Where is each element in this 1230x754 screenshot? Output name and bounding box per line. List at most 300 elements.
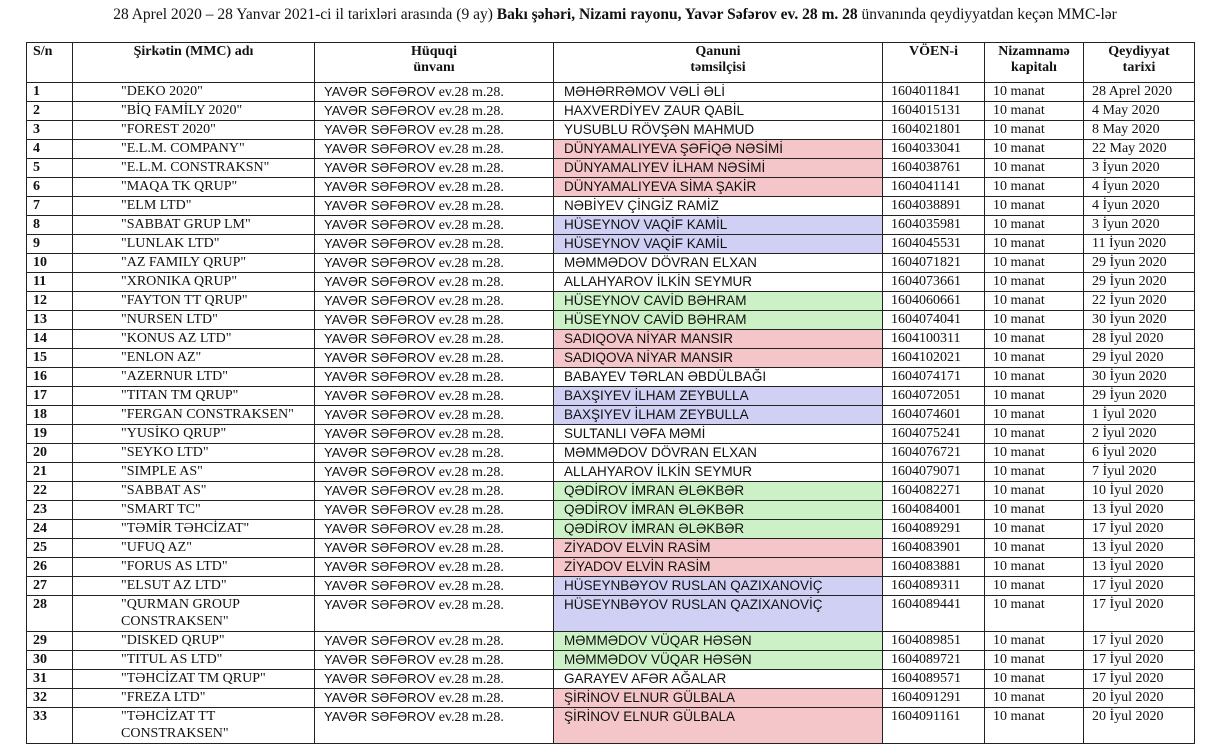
address-name: YAVƏR SƏFƏROV [324, 407, 436, 422]
address-suffix: ev.28 m.28. [435, 123, 504, 138]
row-address [315, 349, 554, 368]
address-name: YAVƏR SƏFƏROV [324, 521, 436, 536]
row-company-name: "FREZA LTD" [73, 689, 315, 708]
row-sn: 9 [27, 235, 73, 254]
table-row [27, 539, 1195, 558]
row-capital: 10 manat [985, 444, 1084, 463]
address-name: YAVƏR SƏFƏROV [324, 255, 436, 270]
row-date: 30 İyun 2020 [1084, 311, 1195, 330]
row-company-name: "SMART TC" [73, 501, 315, 520]
row-capital: 10 manat [985, 311, 1084, 330]
row-capital: 10 manat [985, 708, 1084, 744]
row-date: 29 İyun 2020 [1084, 273, 1195, 292]
table-row [27, 482, 1195, 501]
table-row [27, 159, 1195, 178]
row-date: 13 İyul 2020 [1084, 539, 1195, 558]
row-sn: 11 [27, 273, 73, 292]
row-address [315, 539, 554, 558]
row-date: 4 İyun 2020 [1084, 178, 1195, 197]
row-capital: 10 manat [985, 539, 1084, 558]
row-address [315, 121, 554, 140]
row-voen: 1604071821 [883, 254, 985, 273]
row-sn: 15 [27, 349, 73, 368]
row-date: 4 May 2020 [1084, 102, 1195, 121]
row-company-name: "FORUS AS LTD" [73, 558, 315, 577]
row-company-name: "KONUS AZ LTD" [73, 330, 315, 349]
row-capital: 10 manat [985, 670, 1084, 689]
row-address [315, 254, 554, 273]
row-sn: 12 [27, 292, 73, 311]
row-representative: SADIQOVA NİYAR MANSIR [554, 330, 883, 349]
address-name: YAVƏR SƏFƏROV [324, 502, 436, 517]
row-address [315, 558, 554, 577]
address-suffix: ev.28 m.28. [435, 256, 504, 271]
row-company-name: "SABBAT GRUP LM" [73, 216, 315, 235]
row-sn: 27 [27, 577, 73, 596]
row-sn: 22 [27, 482, 73, 501]
row-address [315, 273, 554, 292]
row-voen: 1604035981 [883, 216, 985, 235]
row-address [315, 330, 554, 349]
table-row [27, 387, 1195, 406]
row-company-name: "FOREST 2020" [73, 121, 315, 140]
row-date: 28 İyul 2020 [1084, 330, 1195, 349]
row-capital: 10 manat [985, 577, 1084, 596]
table-row [27, 83, 1195, 102]
row-capital: 10 manat [985, 520, 1084, 539]
row-capital: 10 manat [985, 387, 1084, 406]
address-suffix: ev.28 m.28. [435, 598, 504, 613]
address-suffix: ev.28 m.28. [435, 389, 504, 404]
row-address [315, 406, 554, 425]
row-address [315, 501, 554, 520]
table-row [27, 632, 1195, 651]
row-voen: 1604083901 [883, 539, 985, 558]
address-name: YAVƏR SƏFƏROV [324, 141, 436, 156]
row-sn: 3 [27, 121, 73, 140]
address-name: YAVƏR SƏFƏROV [324, 217, 436, 232]
row-company-name: "E.L.M. COMPANY" [73, 140, 315, 159]
row-voen: 1604045531 [883, 235, 985, 254]
table-row [27, 197, 1195, 216]
row-voen: 1604102021 [883, 349, 985, 368]
document-title [0, 6, 1230, 24]
table-row [27, 368, 1195, 387]
row-representative: ALLAHYAROV İLKİN SEYMUR [554, 273, 883, 292]
address-name: YAVƏR SƏFƏROV [324, 274, 436, 289]
row-date: 11 İyun 2020 [1084, 235, 1195, 254]
row-representative: GARAYEV AFƏR AĞALAR [554, 670, 883, 689]
row-voen: 1604100311 [883, 330, 985, 349]
header-voen: VÖEN-i [883, 43, 985, 83]
row-date: 17 İyul 2020 [1084, 577, 1195, 596]
row-company-name: "AZERNUR LTD" [73, 368, 315, 387]
row-voen: 1604089441 [883, 596, 985, 632]
row-representative: HÜSEYNBƏYOV RUSLAN QAZIXANOVİÇ [554, 577, 883, 596]
row-date: 28 Aprel 2020 [1084, 83, 1195, 102]
header-row [27, 43, 1195, 83]
title-suffix: ünvanında qeydiyyatdan keçən MMC-lər [857, 6, 1117, 23]
row-date: 8 May 2020 [1084, 121, 1195, 140]
row-capital: 10 manat [985, 463, 1084, 482]
row-sn: 1 [27, 83, 73, 102]
address-name: YAVƏR SƏFƏROV [324, 122, 436, 137]
header-capital: Nizamnamə kapitalı [985, 43, 1084, 83]
address-name: YAVƏR SƏFƏROV [324, 464, 436, 479]
row-address [315, 102, 554, 121]
row-capital: 10 manat [985, 482, 1084, 501]
row-sn: 2 [27, 102, 73, 121]
row-capital: 10 manat [985, 140, 1084, 159]
header-representative: Qanuni təmsilçisi [554, 43, 883, 83]
row-voen: 1604083881 [883, 558, 985, 577]
address-suffix: ev.28 m.28. [435, 522, 504, 537]
row-voen: 1604089291 [883, 520, 985, 539]
table-row [27, 463, 1195, 482]
address-suffix: ev.28 m.28. [435, 294, 504, 309]
address-suffix: ev.28 m.28. [435, 408, 504, 423]
table-row [27, 520, 1195, 539]
row-representative: YUSUBLU RÖVŞƏN MAHMUD [554, 121, 883, 140]
address-name: YAVƏR SƏFƏROV [324, 388, 436, 403]
row-address [315, 292, 554, 311]
row-voen: 1604089311 [883, 577, 985, 596]
row-address [315, 83, 554, 102]
row-representative: QƏDİROV İMRAN ƏLƏKBƏR [554, 520, 883, 539]
row-address [315, 235, 554, 254]
address-name: YAVƏR SƏFƏROV [324, 426, 436, 441]
table-row [27, 254, 1195, 273]
row-voen: 1604060661 [883, 292, 985, 311]
address-name: YAVƏR SƏFƏROV [324, 350, 436, 365]
header-sn: S/n [27, 43, 73, 83]
row-capital: 10 manat [985, 558, 1084, 577]
row-date: 2 İyul 2020 [1084, 425, 1195, 444]
row-representative: ZİYADOV ELVİN RASİM [554, 539, 883, 558]
header-name: Şirkətin (MMC) adı [73, 43, 315, 83]
row-sn: 30 [27, 651, 73, 670]
header-date: Qeydiyyat tarixi [1084, 43, 1195, 83]
row-representative: MƏMMƏDOV DÖVRAN ELXAN [554, 254, 883, 273]
row-capital: 10 manat [985, 235, 1084, 254]
address-name: YAVƏR SƏFƏROV [324, 312, 436, 327]
row-date: 1 İyul 2020 [1084, 406, 1195, 425]
row-voen: 1604089721 [883, 651, 985, 670]
row-voen: 1604089851 [883, 632, 985, 651]
row-sn: 23 [27, 501, 73, 520]
row-date: 29 İyun 2020 [1084, 254, 1195, 273]
row-company-name: "FERGAN CONSTRAKSEN" [73, 406, 315, 425]
companies-table [26, 42, 1195, 744]
row-voen: 1604033041 [883, 140, 985, 159]
row-address [315, 482, 554, 501]
row-sn: 33 [27, 708, 73, 744]
row-address [315, 140, 554, 159]
row-company-name: "AZ FAMILY QRUP" [73, 254, 315, 273]
row-date: 20 İyul 2020 [1084, 689, 1195, 708]
row-date: 30 İyun 2020 [1084, 368, 1195, 387]
row-capital: 10 manat [985, 83, 1084, 102]
address-suffix: ev.28 m.28. [435, 313, 504, 328]
row-company-name: "NURSEN LTD" [73, 311, 315, 330]
row-company-name: "LUNLAK LTD" [73, 235, 315, 254]
address-name: YAVƏR SƏFƏROV [324, 445, 436, 460]
row-company-name: "ELM LTD" [73, 197, 315, 216]
row-voen: 1604075241 [883, 425, 985, 444]
row-capital: 10 manat [985, 425, 1084, 444]
address-suffix: ev.28 m.28. [435, 691, 504, 706]
row-company-name: "TITAN TM QRUP" [73, 387, 315, 406]
address-suffix: ev.28 m.28. [435, 653, 504, 668]
row-date: 10 İyul 2020 [1084, 482, 1195, 501]
address-suffix: ev.28 m.28. [435, 332, 504, 347]
row-address [315, 596, 554, 632]
row-capital: 10 manat [985, 632, 1084, 651]
row-company-name: "QURMAN GROUP CONSTRAKSEN" [73, 596, 315, 632]
row-voen: 1604074041 [883, 311, 985, 330]
table-row [27, 292, 1195, 311]
row-date: 29 İyul 2020 [1084, 349, 1195, 368]
row-date: 29 İyun 2020 [1084, 387, 1195, 406]
row-company-name: "DEKO 2020" [73, 83, 315, 102]
row-date: 3 İyun 2020 [1084, 216, 1195, 235]
address-name: YAVƏR SƏFƏROV [324, 671, 436, 686]
row-date: 17 İyul 2020 [1084, 596, 1195, 632]
row-voen: 1604091291 [883, 689, 985, 708]
row-representative: BABAYEV TƏRLAN ƏBDÜLBAĞI [554, 368, 883, 387]
row-company-name: "E.L.M. CONSTRAKSN" [73, 159, 315, 178]
table-row [27, 444, 1195, 463]
table-row [27, 558, 1195, 577]
row-date: 13 İyul 2020 [1084, 558, 1195, 577]
title-prefix: 28 Aprel 2020 – 28 Yanvar 2021-ci il tarixləri arasında (9 ay) [113, 6, 497, 23]
row-capital: 10 manat [985, 368, 1084, 387]
row-representative: DÜNYAMALIYEVA ŞƏFİQƏ NƏSİMİ [554, 140, 883, 159]
row-voen: 1604041141 [883, 178, 985, 197]
table-body [27, 83, 1195, 744]
table-row [27, 311, 1195, 330]
row-voen: 1604073661 [883, 273, 985, 292]
table-row [27, 235, 1195, 254]
address-suffix: ev.28 m.28. [435, 541, 504, 556]
address-name: YAVƏR SƏFƏROV [324, 331, 436, 346]
row-company-name: "TITUL AS LTD" [73, 651, 315, 670]
address-suffix: ev.28 m.28. [435, 465, 504, 480]
row-company-name: "ELSUT AZ LTD" [73, 577, 315, 596]
row-voen: 1604011841 [883, 83, 985, 102]
row-date: 6 İyul 2020 [1084, 444, 1195, 463]
address-name: YAVƏR SƏFƏROV [324, 690, 436, 705]
address-suffix: ev.28 m.28. [435, 446, 504, 461]
row-sn: 26 [27, 558, 73, 577]
row-representative: SADIQOVA NİYAR MANSIR [554, 349, 883, 368]
row-address [315, 368, 554, 387]
address-name: YAVƏR SƏFƏROV [324, 652, 436, 667]
row-capital: 10 manat [985, 273, 1084, 292]
row-address [315, 577, 554, 596]
row-representative: QƏDİROV İMRAN ƏLƏKBƏR [554, 501, 883, 520]
address-name: YAVƏR SƏFƏROV [324, 540, 436, 555]
row-company-name: "DISKED QRUP" [73, 632, 315, 651]
table-row [27, 121, 1195, 140]
address-suffix: ev.28 m.28. [435, 370, 504, 385]
address-suffix: ev.28 m.28. [435, 275, 504, 290]
address-suffix: ev.28 m.28. [435, 634, 504, 649]
row-capital: 10 manat [985, 102, 1084, 121]
row-capital: 10 manat [985, 254, 1084, 273]
row-sn: 25 [27, 539, 73, 558]
row-address [315, 670, 554, 689]
row-representative: DÜNYAMALIYEVA SİMA ŞAKİR [554, 178, 883, 197]
row-sn: 24 [27, 520, 73, 539]
row-voen: 1604084001 [883, 501, 985, 520]
row-address [315, 178, 554, 197]
row-representative: HÜSEYNOV CAVİD BƏHRAM [554, 292, 883, 311]
row-company-name: "SABBAT AS" [73, 482, 315, 501]
row-capital: 10 manat [985, 349, 1084, 368]
table-row [27, 178, 1195, 197]
row-representative: DÜNYAMALIYEV İLHAM NƏSİMİ [554, 159, 883, 178]
row-date: 13 İyul 2020 [1084, 501, 1195, 520]
table-row [27, 140, 1195, 159]
row-capital: 10 manat [985, 159, 1084, 178]
table-row [27, 577, 1195, 596]
address-name: YAVƏR SƏFƏROV [324, 160, 436, 175]
title-bold: Bakı şəhəri, Nizami rayonu, Yavər Səfərov ev. 28 m. 28 [496, 6, 858, 23]
table-row [27, 216, 1195, 235]
address-suffix: ev.28 m.28. [435, 218, 504, 233]
row-sn: 4 [27, 140, 73, 159]
row-representative: ŞİRİNOV ELNUR GÜLBALA [554, 708, 883, 744]
address-name: YAVƏR SƏFƏROV [324, 578, 436, 593]
row-capital: 10 manat [985, 651, 1084, 670]
row-company-name: "FAYTON TT QRUP" [73, 292, 315, 311]
row-address [315, 387, 554, 406]
address-suffix: ev.28 m.28. [435, 199, 504, 214]
row-representative: MƏMMƏDOV VÜQAR HƏSƏN [554, 632, 883, 651]
row-voen: 1604038891 [883, 197, 985, 216]
row-sn: 29 [27, 632, 73, 651]
row-company-name: "TƏHCİZAT TM QRUP" [73, 670, 315, 689]
table-row [27, 349, 1195, 368]
row-representative: NƏBİYEV ÇİNGİZ RAMİZ [554, 197, 883, 216]
address-name: YAVƏR SƏFƏROV [324, 103, 436, 118]
row-date: 17 İyul 2020 [1084, 632, 1195, 651]
row-company-name: "ENLON AZ" [73, 349, 315, 368]
table-row [27, 651, 1195, 670]
row-sn: 18 [27, 406, 73, 425]
table-row [27, 102, 1195, 121]
row-capital: 10 manat [985, 596, 1084, 632]
row-company-name: "SIMPLE AS" [73, 463, 315, 482]
address-suffix: ev.28 m.28. [435, 104, 504, 119]
row-representative: BAXŞIYEV İLHAM ZEYBULLA [554, 387, 883, 406]
row-sn: 17 [27, 387, 73, 406]
row-sn: 32 [27, 689, 73, 708]
table-row [27, 501, 1195, 520]
row-representative: MƏMMƏDOV VÜQAR HƏSƏN [554, 651, 883, 670]
address-suffix: ev.28 m.28. [435, 672, 504, 687]
row-sn: 16 [27, 368, 73, 387]
row-voen: 1604091161 [883, 708, 985, 744]
row-sn: 19 [27, 425, 73, 444]
address-name: YAVƏR SƏFƏROV [324, 236, 436, 251]
row-date: 3 İyun 2020 [1084, 159, 1195, 178]
address-name: YAVƏR SƏFƏROV [324, 633, 436, 648]
row-sn: 7 [27, 197, 73, 216]
row-sn: 21 [27, 463, 73, 482]
row-representative: QƏDİROV İMRAN ƏLƏKBƏR [554, 482, 883, 501]
address-suffix: ev.28 m.28. [435, 161, 504, 176]
address-suffix: ev.28 m.28. [435, 503, 504, 518]
row-company-name: "UFUQ AZ" [73, 539, 315, 558]
row-address [315, 632, 554, 651]
row-representative: HÜSEYNBƏYOV RUSLAN QAZIXANOVİÇ [554, 596, 883, 632]
row-representative: ZİYADOV ELVİN RASİM [554, 558, 883, 577]
row-sn: 8 [27, 216, 73, 235]
row-representative: MƏMMƏDOV DÖVRAN ELXAN [554, 444, 883, 463]
address-suffix: ev.28 m.28. [435, 560, 504, 575]
row-date: 22 May 2020 [1084, 140, 1195, 159]
row-capital: 10 manat [985, 121, 1084, 140]
row-capital: 10 manat [985, 292, 1084, 311]
row-date: 22 İyun 2020 [1084, 292, 1195, 311]
address-suffix: ev.28 m.28. [435, 85, 504, 100]
row-representative: MƏHƏRRƏMOV VƏLİ ƏLİ [554, 83, 883, 102]
row-address [315, 520, 554, 539]
row-representative: BAXŞIYEV İLHAM ZEYBULLA [554, 406, 883, 425]
row-voen: 1604074601 [883, 406, 985, 425]
row-date: 17 İyul 2020 [1084, 651, 1195, 670]
row-address [315, 216, 554, 235]
table-row [27, 689, 1195, 708]
row-capital: 10 manat [985, 689, 1084, 708]
address-suffix: ev.28 m.28. [435, 427, 504, 442]
table-row [27, 596, 1195, 632]
row-company-name: "MAQA TK QRUP" [73, 178, 315, 197]
address-name: YAVƏR SƏFƏROV [324, 483, 436, 498]
row-address [315, 444, 554, 463]
table-row [27, 406, 1195, 425]
address-name: YAVƏR SƏFƏROV [324, 369, 436, 384]
table-row [27, 330, 1195, 349]
address-name: YAVƏR SƏFƏROV [324, 179, 436, 194]
address-name: YAVƏR SƏFƏROV [324, 709, 436, 724]
address-suffix: ev.28 m.28. [435, 710, 504, 725]
row-sn: 31 [27, 670, 73, 689]
row-address [315, 159, 554, 178]
row-address [315, 689, 554, 708]
row-sn: 6 [27, 178, 73, 197]
table-row [27, 425, 1195, 444]
row-date: 17 İyul 2020 [1084, 520, 1195, 539]
row-address [315, 708, 554, 744]
address-name: YAVƏR SƏFƏROV [324, 559, 436, 574]
row-capital: 10 manat [985, 501, 1084, 520]
row-sn: 5 [27, 159, 73, 178]
row-sn: 14 [27, 330, 73, 349]
row-representative: ALLAHYAROV İLKİN SEYMUR [554, 463, 883, 482]
row-representative: SULTANLI VƏFA MƏMİ [554, 425, 883, 444]
row-date: 4 İyun 2020 [1084, 197, 1195, 216]
address-name: YAVƏR SƏFƏROV [324, 293, 436, 308]
row-voen: 1604079071 [883, 463, 985, 482]
address-name: YAVƏR SƏFƏROV [324, 198, 436, 213]
row-voen: 1604015131 [883, 102, 985, 121]
row-capital: 10 manat [985, 330, 1084, 349]
row-sn: 28 [27, 596, 73, 632]
row-voen: 1604021801 [883, 121, 985, 140]
